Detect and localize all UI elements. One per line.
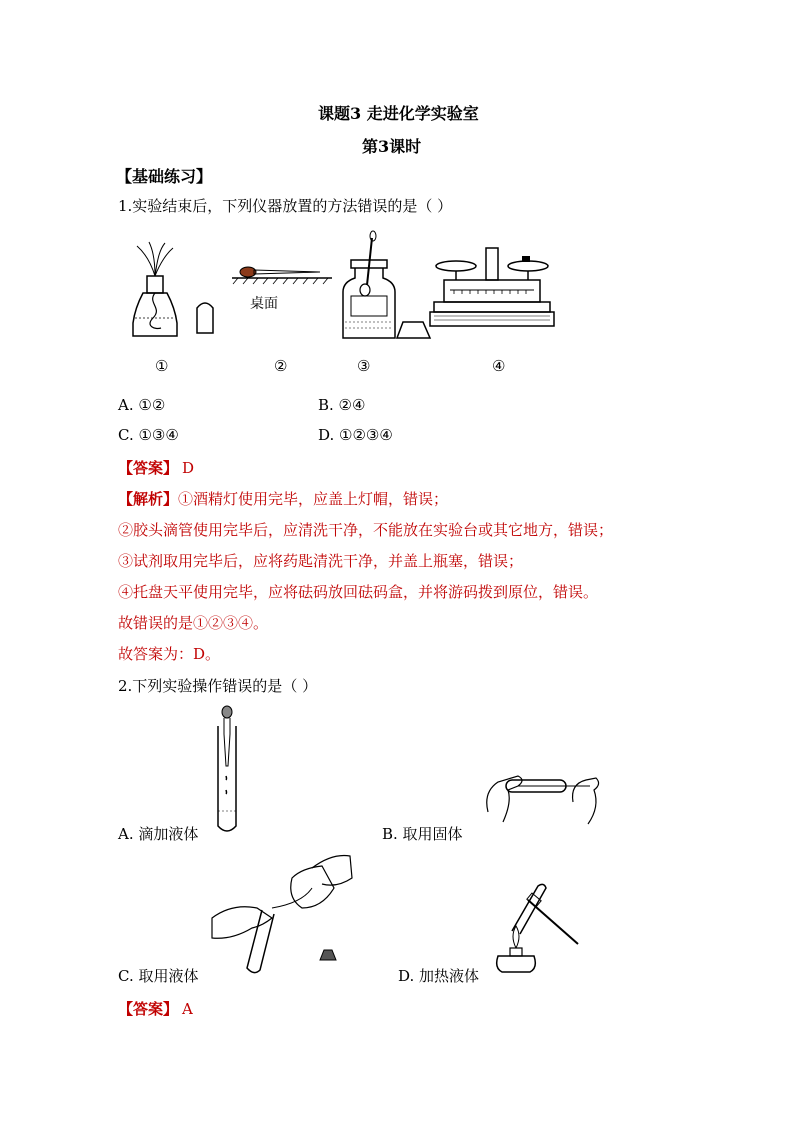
pouring-liquid-figure	[212, 848, 372, 978]
q2-option-c: C. 取用液体	[118, 967, 199, 985]
analysis-text: ①酒精灯使用完毕，应盖上灯帽，错误；	[178, 490, 449, 508]
figure-label-3: ③	[357, 357, 371, 375]
question-1-stem: 1.实验结束后，下列仪器放置的方法错误的是（ ）	[118, 197, 453, 215]
desk-label: 桌面	[250, 296, 278, 312]
q1-option-a: A. ①②	[118, 396, 166, 414]
q1-option-b: B. ②④	[318, 396, 366, 414]
q1-answer	[118, 457, 194, 478]
q2-option-d: D. 加热液体	[398, 967, 480, 985]
heating-liquid-figure	[490, 876, 585, 976]
answer-label: 【答案】	[118, 459, 179, 477]
answer-label: 【答案】	[118, 1000, 179, 1018]
reagent-bottle-figure	[335, 230, 445, 345]
q1-analysis-line-6: 故答案为：D。	[118, 645, 221, 663]
q1-analysis-line-2: ②胶头滴管使用完毕后，应清洗干净，不能放在实验台或其它地方，错误；	[118, 521, 614, 539]
answer-value: A	[182, 1000, 193, 1018]
figure-label-4: ④	[492, 357, 506, 375]
lesson-subtitle: 第3课时	[362, 137, 422, 156]
alcohol-lamp-figure	[125, 238, 225, 338]
analysis-label: 【解析】	[118, 490, 179, 508]
dropping-liquid-figure	[214, 706, 244, 836]
q1-option-d: D. ①②③④	[318, 426, 393, 444]
taking-solid-figure	[478, 762, 603, 832]
q1-analysis-line-1	[118, 488, 448, 509]
q1-analysis-line-4: ④托盘天平使用完毕，应将砝码放回砝码盒，并将游码拨到原位，错误。	[118, 583, 599, 601]
q1-analysis-line-5: 故错误的是①②③④。	[118, 614, 269, 632]
balance-figure	[430, 240, 555, 340]
q2-answer	[118, 998, 193, 1019]
figure-label-2: ②	[274, 357, 288, 375]
q2-option-a: A. 滴加液体	[118, 825, 199, 843]
question-2-stem: 2.下列实验操作错误的是（ ）	[118, 677, 318, 695]
answer-value: D	[182, 459, 195, 477]
q1-analysis-line-3: ③试剂取用完毕后，应将药匙清洗干净，并盖上瓶塞，错误；	[118, 552, 524, 570]
figure-label-1: ①	[155, 357, 169, 375]
lesson-title: 课题3 走进化学实验室	[318, 104, 479, 123]
q1-option-c: C. ①③④	[118, 426, 179, 444]
q2-option-b: B. 取用固体	[382, 825, 463, 843]
section-heading: 【基础练习】	[116, 167, 213, 186]
dropper-on-desk-figure	[232, 262, 337, 292]
